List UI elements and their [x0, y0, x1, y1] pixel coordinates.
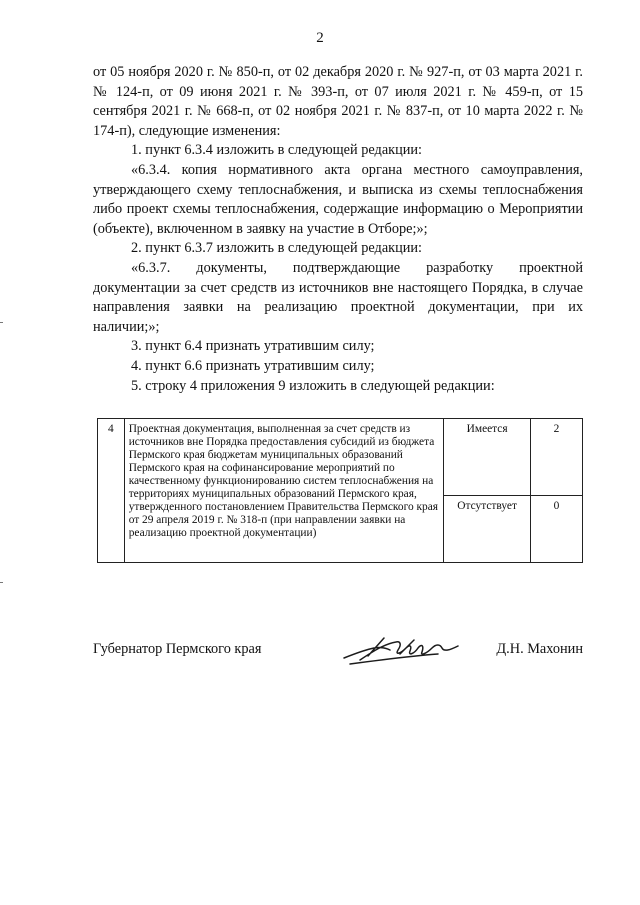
signatory-name: Д.Н. Махонин	[496, 641, 583, 657]
signatory-position: Губернатор Пермского края	[93, 641, 262, 657]
handwritten-signature	[340, 634, 465, 668]
paragraph-clause-6-3-7: «6.3.7. документы, подтверждающие разработку проектной документации за счет средств из источников вне настоящего Порядка, в случае направления заявки на реализацию проектной документации, при их наличии;»;	[93, 259, 583, 335]
paragraph-clause-6-3-4: «6.3.4. копия нормативного акта органа местного самоуправления, утверждающего схему теплоснабжения, и выписка из схемы теплоснабжения либо проект схемы теплоснабжения, содержащие информацию о Мероприятии (объекте), включенном в заявку на участие в Отборе;»;	[93, 161, 583, 237]
status-cell: Имеется	[444, 419, 531, 496]
description-cell: Проектная документация, выполненная за счет средств из источников вне Порядка предоставления субсидий из бюджета Пермского края бюджетам муниципальных образований Пермского края на софинансирование мероприятий по качественному функционированию систем теплоснабжения на территориях муниципальных образований Пермского края, утвержденного постановлением Правительства Пермского края от 29 апреля 2019 г. № 318-п (при направлении заявки на реализацию проектной документации)	[124, 419, 444, 563]
paragraph-item-5: 5. строку 4 приложения 9 изложить в следующей редакции:	[131, 377, 495, 394]
scan-edge-mark	[0, 322, 3, 323]
paragraph-item-2: 2. пункт 6.3.7 изложить в следующей редакции:	[131, 240, 423, 257]
paragraph-item-3: 3. пункт 6.4 признать утратившим силу;	[131, 338, 375, 355]
row-number-cell: 4	[98, 419, 125, 563]
document-body	[93, 63, 583, 396]
score-cell: 0	[530, 496, 582, 563]
table-row	[98, 419, 583, 496]
paragraph-item-4: 4. пункт 6.6 признать утратившим силу;	[131, 357, 375, 374]
score-cell: 2	[530, 419, 582, 496]
signature-block	[93, 634, 583, 674]
paragraph-item-1: 1. пункт 6.3.4 изложить в следующей редакции:	[131, 142, 423, 159]
scan-edge-mark	[0, 582, 3, 583]
appendix-9-table	[97, 418, 583, 563]
paragraph-amendments-intro: от 05 ноября 2020 г. № 850-п, от 02 декабря 2020 г. № 927-п, от 03 марта 2021 г. № 124-п, от 09 июня 2021 г. № 393-п, от 07 июля 2021 г. № 459-п, от 15 сентября 2021 г. № 668-п, от 02 ноября 2021 г. № 837-п, от 10 марта 2022 г. № 174-п), следующие изменения:	[93, 64, 583, 139]
status-cell: Отсутствует	[444, 496, 531, 563]
page-number: 2	[316, 30, 324, 46]
